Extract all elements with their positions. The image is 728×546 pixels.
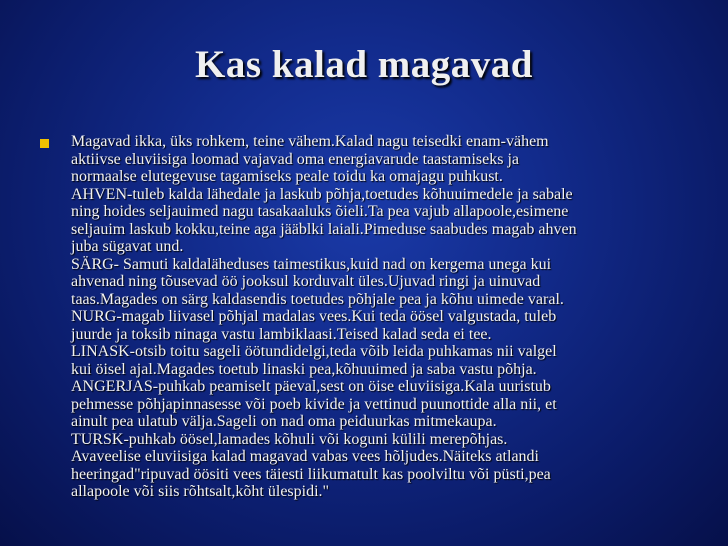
body-text-line: AHVEN-tuleb kalda lähedale ja laskub põhja,toetudes kõhuuimedele ja sabale — [71, 185, 573, 203]
body-text-line: NURG-magab liivasel põhjal madalas vees.Kui teda öösel valgustada, tuleb — [71, 308, 557, 325]
body-text-line: Avaveelise eluviisiga kalad magavad vabas vees hõljudes.Näiteks atlandi — [71, 448, 539, 465]
bullet-item — [40, 133, 690, 501]
body-text-line: ning hoides seljauimed nagu tasakaaluks õieli.Ta pea vajub allapoole,esimene — [71, 203, 569, 220]
slide-body — [40, 133, 690, 501]
body-text-line: ahvenad ning tõusevad öö jooksul korduvalt üles.Ujuvad ringi ja uinuvad — [71, 273, 541, 290]
body-text-line: ainult pea ulatub välja.Sageli on nad oma peiduurkas mitmekaupa. — [71, 413, 497, 430]
body-text-line: pehmesse põhjapinnasesse või poeb kivide ja vettinud puunottide alla nii, et — [71, 395, 557, 413]
body-text-line: kui öisel ajal.Magades toetub linaski pea,kõhuuimed ja saba vastu põhja. — [71, 360, 537, 378]
body-text-line: heeringad"ripuvad öösiti vees täiesti liikumatult kas poolviltu või püsti,pea — [71, 465, 551, 483]
body-text-line: Magavad ikka, üks rohkem, teine vähem.Kalad nagu teisedki enam-vähem — [71, 133, 549, 150]
body-text-line: aktiivse eluviisiga loomad vajavad oma energiavarude taastamiseks ja — [71, 150, 519, 168]
body-text-line: taas.Magades on särg kaldasendis toetudes põhjale pea ja kõhu uimede varal. — [71, 290, 564, 308]
body-text-line: normaalse elutegevuse tagamiseks peale toidu ka omajagu puhkust. — [71, 168, 503, 185]
square-bullet-icon — [40, 139, 49, 148]
slide-title: Kas kalad magavad — [195, 43, 533, 86]
body-text-line: SÄRG- Samuti kaldaläheduses taimestikus,kuid nad on kergema unega kui — [71, 255, 552, 273]
body-text-line: allapoole või siis rõhtsalt,kõht ülespidi." — [71, 483, 330, 500]
body-text-line: TURSK-puhkab öösel,lamades kõhuli või koguni külili merepõhjas. — [71, 430, 508, 448]
body-text-line: LINASK-otsib toitu sageli öötundidelgi,teda võib leida puhkamas nii valgel — [71, 343, 557, 360]
body-text-line: seljauim laskub kokku,teine aga jääblki laiali.Pimeduse saabudes magab ahven — [71, 220, 577, 238]
body-text-line: juba sügavat und. — [71, 238, 184, 255]
body-text-line: juurde ja toksib ninaga vastu lambiklaasi.Teised kalad seda ei tee. — [71, 325, 492, 343]
bullet-text — [71, 133, 687, 501]
body-text-line: ANGERJAS-puhkab peamiselt päeval,sest on öise eluviisiga.Kala uuristub — [71, 378, 551, 395]
